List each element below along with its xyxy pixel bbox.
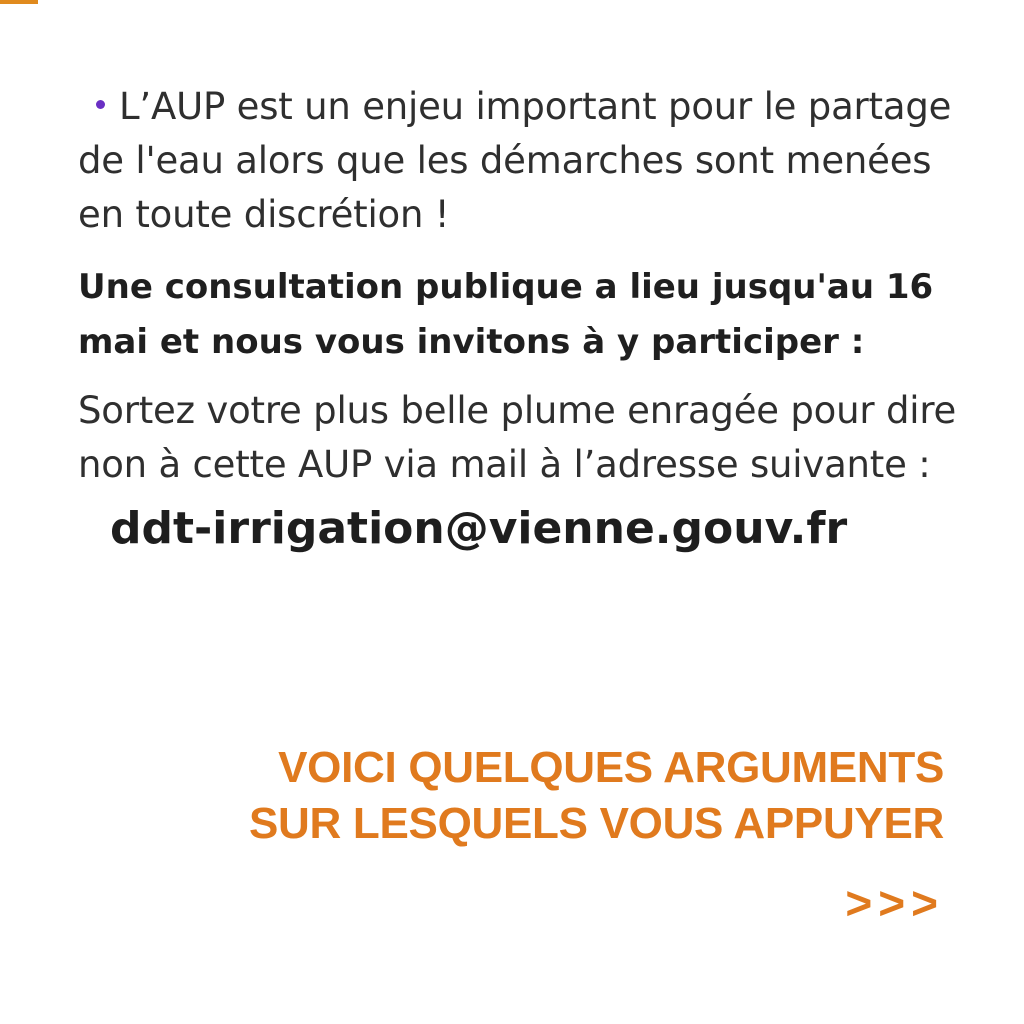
corner-accent	[0, 0, 38, 4]
arguments-heading-line-1: VOICI QUELQUES ARGUMENTS	[278, 743, 944, 792]
bullet-dot-icon	[96, 100, 105, 109]
consultation-paragraph: Une consultation publique a lieu jusqu'au 16 mai et nous vous invitons à y participer :	[78, 267, 934, 362]
intro-paragraph	[78, 80, 958, 242]
arguments-heading-line-2: SUR LESQUELS VOUS APPUYER	[249, 799, 944, 848]
call-to-write-paragraph: Sortez votre plus belle plume enragée pour dire non à cette AUP via mail à l’adresse suivante :	[78, 389, 957, 486]
next-arrows-icon[interactable]: >>>	[845, 877, 944, 929]
post-content	[78, 80, 958, 560]
email-address[interactable]: ddt-irrigation@vienne.gouv.fr	[110, 503, 848, 554]
intro-text: L’AUP est un enjeu important pour le partage de l'eau alors que les démarches sont menées en toute discrétion !	[78, 85, 952, 236]
arguments-heading	[249, 740, 944, 852]
